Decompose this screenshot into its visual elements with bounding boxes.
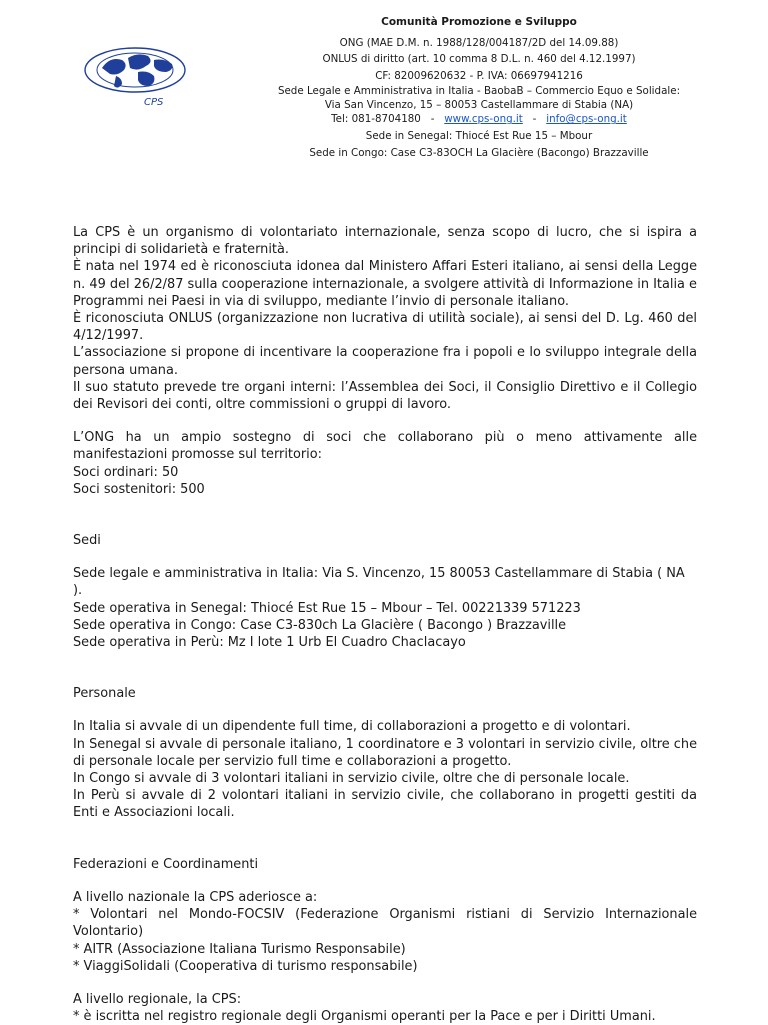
soci-sostenitori: Soci sostenitori: 500 — [73, 481, 205, 497]
tax-codes: CF: 82009620632 - P. IVA: 06697941216 — [375, 69, 583, 82]
nazionale-intro: A livello nazionale la CPS aderiosce a: — [73, 889, 318, 905]
sede-item: Sede operativa in Congo: Case C3-830ch La Glacière ( Bacongo ) Brazzaville — [73, 617, 567, 633]
document-body — [73, 224, 697, 1025]
letterhead-text — [255, 14, 703, 162]
senegal-seat: Sede in Senegal: Thiocé Est Rue 15 – Mbour — [365, 130, 593, 143]
org-name: Comunità Promozione e Sviluppo — [381, 16, 577, 28]
intro-paragraph: L’associazione si propone di incentivare la cooperazione fra i popoli e lo sviluppo integrale della persona umana. — [73, 345, 697, 378]
onlus-registration: ONLUS di diritto (art. 10 comma 8 D.L. n. 460 del 4.12.1997) — [322, 53, 636, 66]
nazionale-item: * AITR (Associazione Italiana Turismo Responsabile) — [73, 941, 406, 957]
letterhead — [0, 0, 768, 190]
sede-item: Sede operativa in Senegal: Thiocé Est Rue 15 – Mbour – Tel. 00221339 571223 — [73, 600, 581, 616]
regionale-intro: A livello regionale, la CPS: — [73, 991, 242, 1007]
soci-paragraph: L’ONG ha un ampio sostegno di soci che collaborano più o meno attivamente alle manifestazioni promosse sul territorio: — [73, 430, 697, 463]
website-link[interactable]: www.cps-ong.it — [444, 113, 523, 126]
contact-line: Tel: 081-8704180 - www.cps-ong.it - info@cps-ong.it — [331, 113, 627, 126]
email-link[interactable]: info@cps-ong.it — [546, 113, 627, 126]
personale-item: In Senegal si avvale di personale italiano, 1 coordinatore e 3 volontari in servizio civile, oltre che di personale locale per servizio full time e collaborazioni a progetto. — [73, 736, 697, 769]
regionale-item: * è iscritta nel registro regionale degli Organismi operanti per la Pace e per i Diritti Umani. — [73, 1009, 656, 1025]
sede-item: Sede operativa in Perù: Mz I lote 1 Urb El Cuadro Chaclacayo — [73, 635, 466, 651]
intro-paragraph: È riconosciuta ONLUS (organizzazione non lucrativa di utilità sociale), ai sensi del D. Lg. 460 del 4/12/1997. — [73, 311, 697, 344]
personale-heading: Personale — [73, 686, 136, 702]
nazionale-item: * Volontari nel Mondo-FOCSIV (Federazione Organismi ristiani di Servizio Internazionale Volontario) — [73, 907, 697, 940]
nazionale-item: * ViaggiSolidali (Cooperativa di turismo responsabile) — [73, 958, 418, 974]
intro-paragraph: È nata nel 1974 ed è riconosciuta idonea dal Ministero Affari Esteri italiano, ai sensi della Legge n. 49 del 26/2/87 sulla cooperazione internazionale, a svolgere attività di Informazione in Italia e Programmi nei Paesi in via di sviluppo, mediante l’invio di personale italiano. — [73, 259, 697, 309]
soci-ordinari: Soci ordinari: 50 — [73, 464, 179, 480]
intro-paragraph: Il suo statuto prevede tre organi interni: l’Assemblea dei Soci, il Consiglio Direttivo e il Collegio dei Revisori dei conti, oltre commissioni o gruppi di lavoro. — [73, 379, 697, 413]
sedi-heading: Sedi — [73, 533, 101, 549]
logo-text: CPS — [144, 97, 164, 108]
legal-address: Via San Vincenzo, 15 – 80053 Castellammare di Stabia (NA) — [324, 99, 634, 112]
personale-item: In Congo si avvale di 3 volontari italiani in servizio civile, oltre che di personale locale. — [73, 771, 630, 787]
personale-item: In Italia si avvale di un dipendente full time, di collaborazioni a progetto e di volontari. — [73, 719, 631, 735]
congo-seat: Sede in Congo: Case C3-83OCH La Glacière (Bacongo) Brazzaville — [309, 146, 649, 159]
personale-item: In Perù si avvale di 2 volontari italiani in servizio civile, che collaborano in progetti gestiti da Enti e Associazioni locali. — [73, 788, 697, 821]
ong-registration: ONG (MAE D.M. n. 1988/128/004187/2D del 14.09.88) — [339, 36, 619, 49]
cps-globe-logo — [80, 38, 190, 108]
legal-seat: Sede Legale e Amministrativa in Italia - BaobaB – Commercio Equo e Solidale: — [277, 85, 681, 98]
intro-paragraph: La CPS è un organismo di volontariato internazionale, senza scopo di lucro, che si ispira a principi di solidarietà e fraternità. — [73, 225, 697, 258]
sede-item: Sede legale e amministrativa in Italia: Via S. Vincenzo, 15 80053 Castellammare di Stabia ( NA ). — [73, 566, 685, 599]
phone: Tel: 081-8704180 — [331, 113, 421, 126]
federazioni-heading: Federazioni e Coordinamenti — [73, 856, 259, 872]
